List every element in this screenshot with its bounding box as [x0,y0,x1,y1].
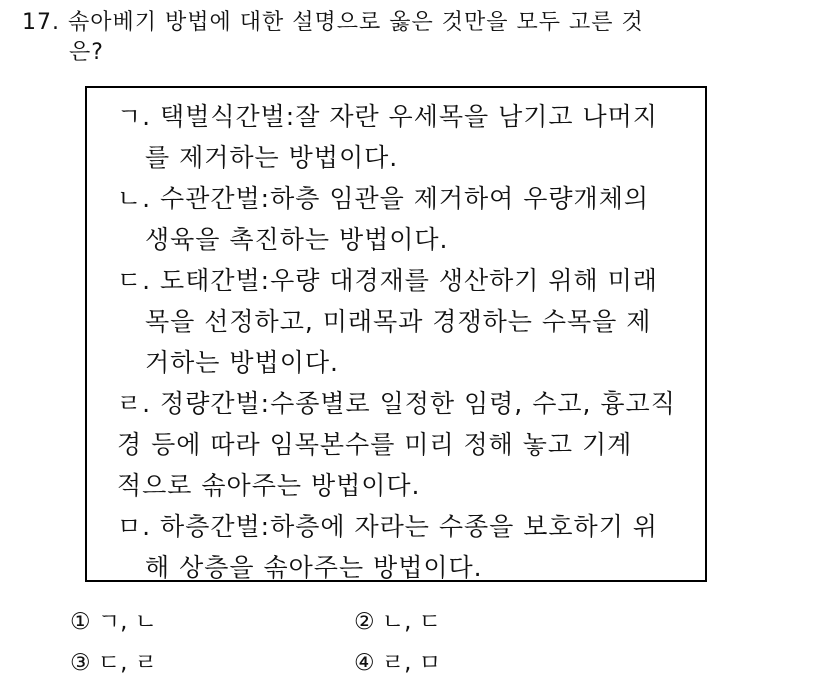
option-2[interactable]: ② ㄴ, ㄷ [354,609,441,635]
statement-line: ㄱ. 택벌식간벌:잘 자란 우세목을 남기고 나머지 [117,102,658,131]
statement-line: 경 등에 따라 임목본수를 미리 정해 놓고 기계 [117,430,633,459]
option-4[interactable]: ④ ㄹ, ㅁ [354,650,441,676]
option-1[interactable]: ① ㄱ, ㄴ [70,609,157,635]
question-line-2: 은? [69,40,104,65]
statement-line: ㄴ. 수관간벌:하층 임관을 제거하여 우량개체의 [117,184,650,213]
statement-line: ㄷ. 도태간벌:우량 대경재를 생산하기 위해 미래 [117,266,658,295]
question-stem [22,8,802,68]
option-3[interactable]: ③ ㄷ, ㄹ [70,650,157,676]
statement-line: 거하는 방법이다. [145,348,339,377]
statement-line: ㅁ. 하층간벌:하층에 자라는 수종을 보호하기 위 [117,512,658,541]
statement-line: 생육을 촉진하는 방법이다. [145,225,449,254]
question-line-1: 17. 솎아베기 방법에 대한 설명으로 옳은 것만을 모두 고른 것 [22,10,644,35]
statement-line: 해 상층을 솎아주는 방법이다. [145,553,483,582]
statement-box [85,86,707,582]
statement-line: 적으로 솎아주는 방법이다. [117,471,421,500]
statement-line: ㄹ. 정량간벌:수종별로 일정한 임령, 수고, 흉고직 [117,389,676,418]
statement-line: 목을 선정하고, 미래목과 경쟁하는 수목을 제 [145,307,652,336]
statement-line: 를 제거하는 방법이다. [145,143,399,172]
